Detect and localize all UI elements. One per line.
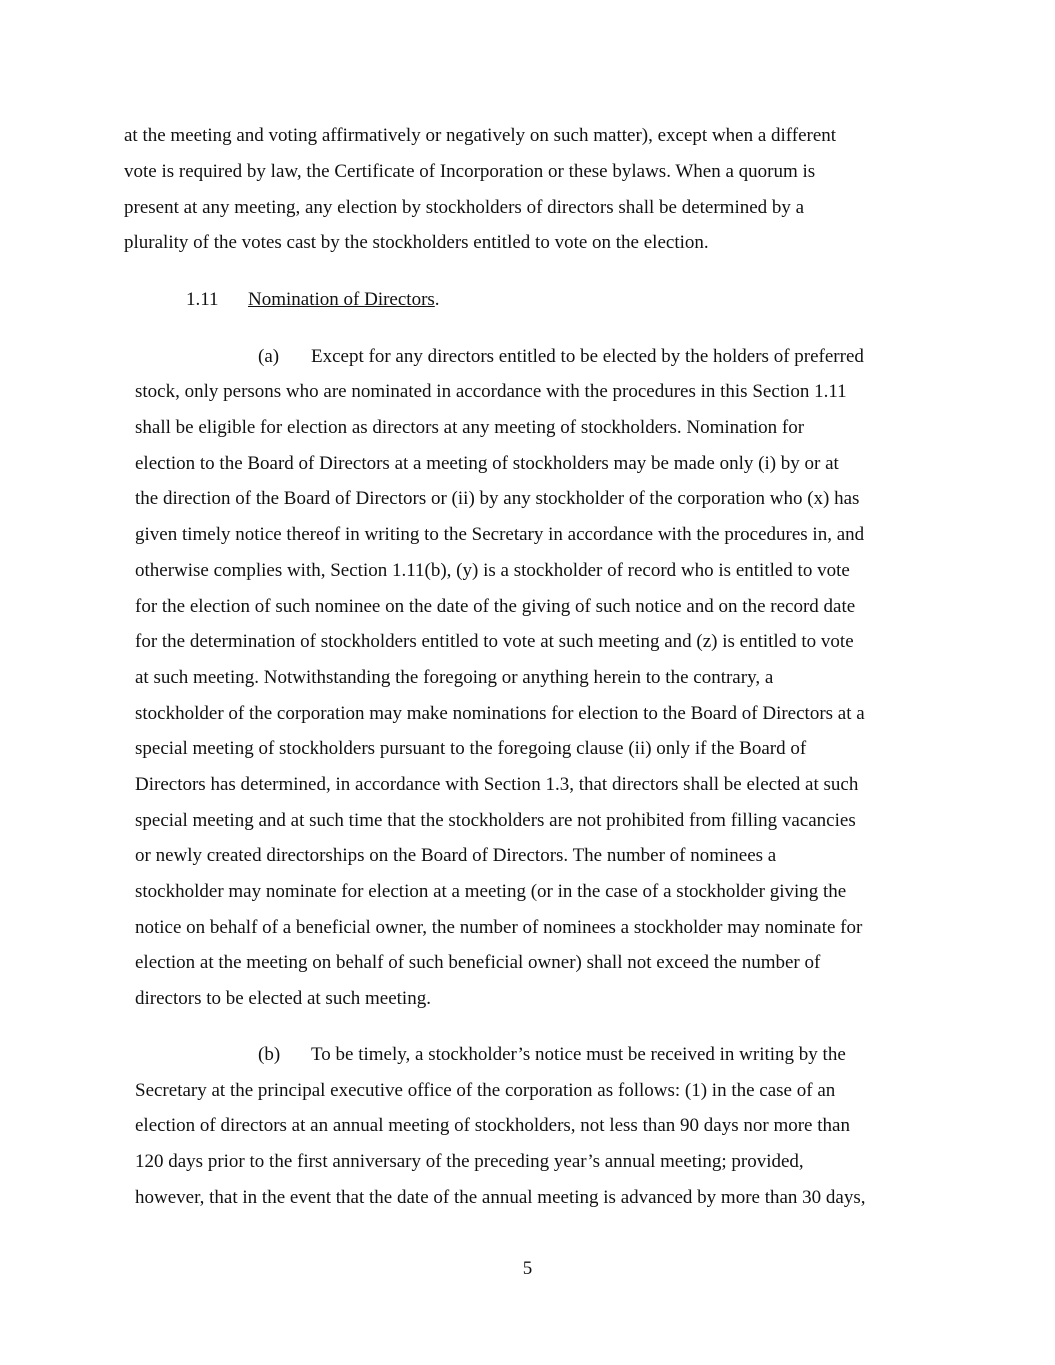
para-a-line: otherwise complies with, Section 1.11(b), (y) is a stockholder of record who is entitled to vote [135,560,850,581]
para-b-line: Secretary at the principal executive office of the corporation as follows: (1) in the case of an [135,1080,836,1101]
para-a-first-line: Except for any directors entitled to be elected by the holders of preferred [311,346,864,367]
para-a-line: special meeting of stockholders pursuant to the foregoing clause (ii) only if the Board of [135,738,807,759]
para-b-line: however, that in the event that the date of the annual meeting is advanced by more than 30 days, [135,1187,866,1208]
intro-line: at the meeting and voting affirmatively or negatively on such matter), except when a different [124,125,837,146]
para-b-line: election of directors at an annual meeting of stockholders, not less than 90 days nor more than [135,1115,850,1136]
para-b-line: 120 days prior to the first anniversary of the preceding year’s annual meeting; provided, [135,1151,804,1172]
section-title-suffix: . [434,289,440,310]
para-a-line: for the determination of stockholders entitled to vote at such meeting and (z) is entitled to vote [135,631,854,652]
para-a-line: election at the meeting on behalf of such beneficial owner) shall not exceed the number of [135,952,821,973]
intro-line: plurality of the votes cast by the stockholders entitled to vote on the election. [124,232,709,253]
para-a-line: Directors has determined, in accordance with Section 1.3, that directors shall be elected at such [135,774,859,795]
section-number: 1.11 [186,289,219,310]
para-a-line: the direction of the Board of Directors or (ii) by any stockholder of the corporation who (x) has [135,488,860,509]
para-a-line: at such meeting. Notwithstanding the foregoing or anything herein to the contrary, a [135,667,774,688]
para-b-marker: (b) [258,1044,281,1065]
para-a-line: stockholder may nominate for election at a meeting (or in the case of a stockholder giving the [135,881,847,902]
para-a-line: directors to be elected at such meeting. [135,988,431,1009]
para-a-line: shall be eligible for election as directors at any meeting of stockholders. Nomination for [135,417,805,438]
para-a-line: election to the Board of Directors at a meeting of stockholders may be made only (i) by or at [135,453,839,474]
para-a-line: for the election of such nominee on the date of the giving of such notice and on the record date [135,596,856,617]
para-a-marker: (a) [258,346,280,367]
para-a-line: notice on behalf of a beneficial owner, the number of nominees a stockholder may nominate for [135,917,863,938]
para-a-line: stock, only persons who are nominated in accordance with the procedures in this Section 1.11 [135,381,847,402]
intro-line: vote is required by law, the Certificate of Incorporation or these bylaws. When a quorum is [124,161,816,182]
para-a-line: or newly created directorships on the Board of Directors. The number of nominees a [135,845,777,866]
section-title: Nomination of Directors [248,289,435,310]
para-a-line: special meeting and at such time that the stockholders are not prohibited from filling vacancies [135,810,856,831]
section-heading [248,288,440,312]
para-a-line: given timely notice thereof in writing to the Secretary in accordance with the procedures in, and [135,524,865,545]
para-a-line: stockholder of the corporation may make nominations for election to the Board of Directors at a [135,703,865,724]
para-b-first-line: To be timely, a stockholder’s notice must be received in writing by the [311,1044,846,1065]
page-number: 5 [522,1258,533,1279]
intro-line: present at any meeting, any election by stockholders of directors shall be determined by a [124,197,805,218]
